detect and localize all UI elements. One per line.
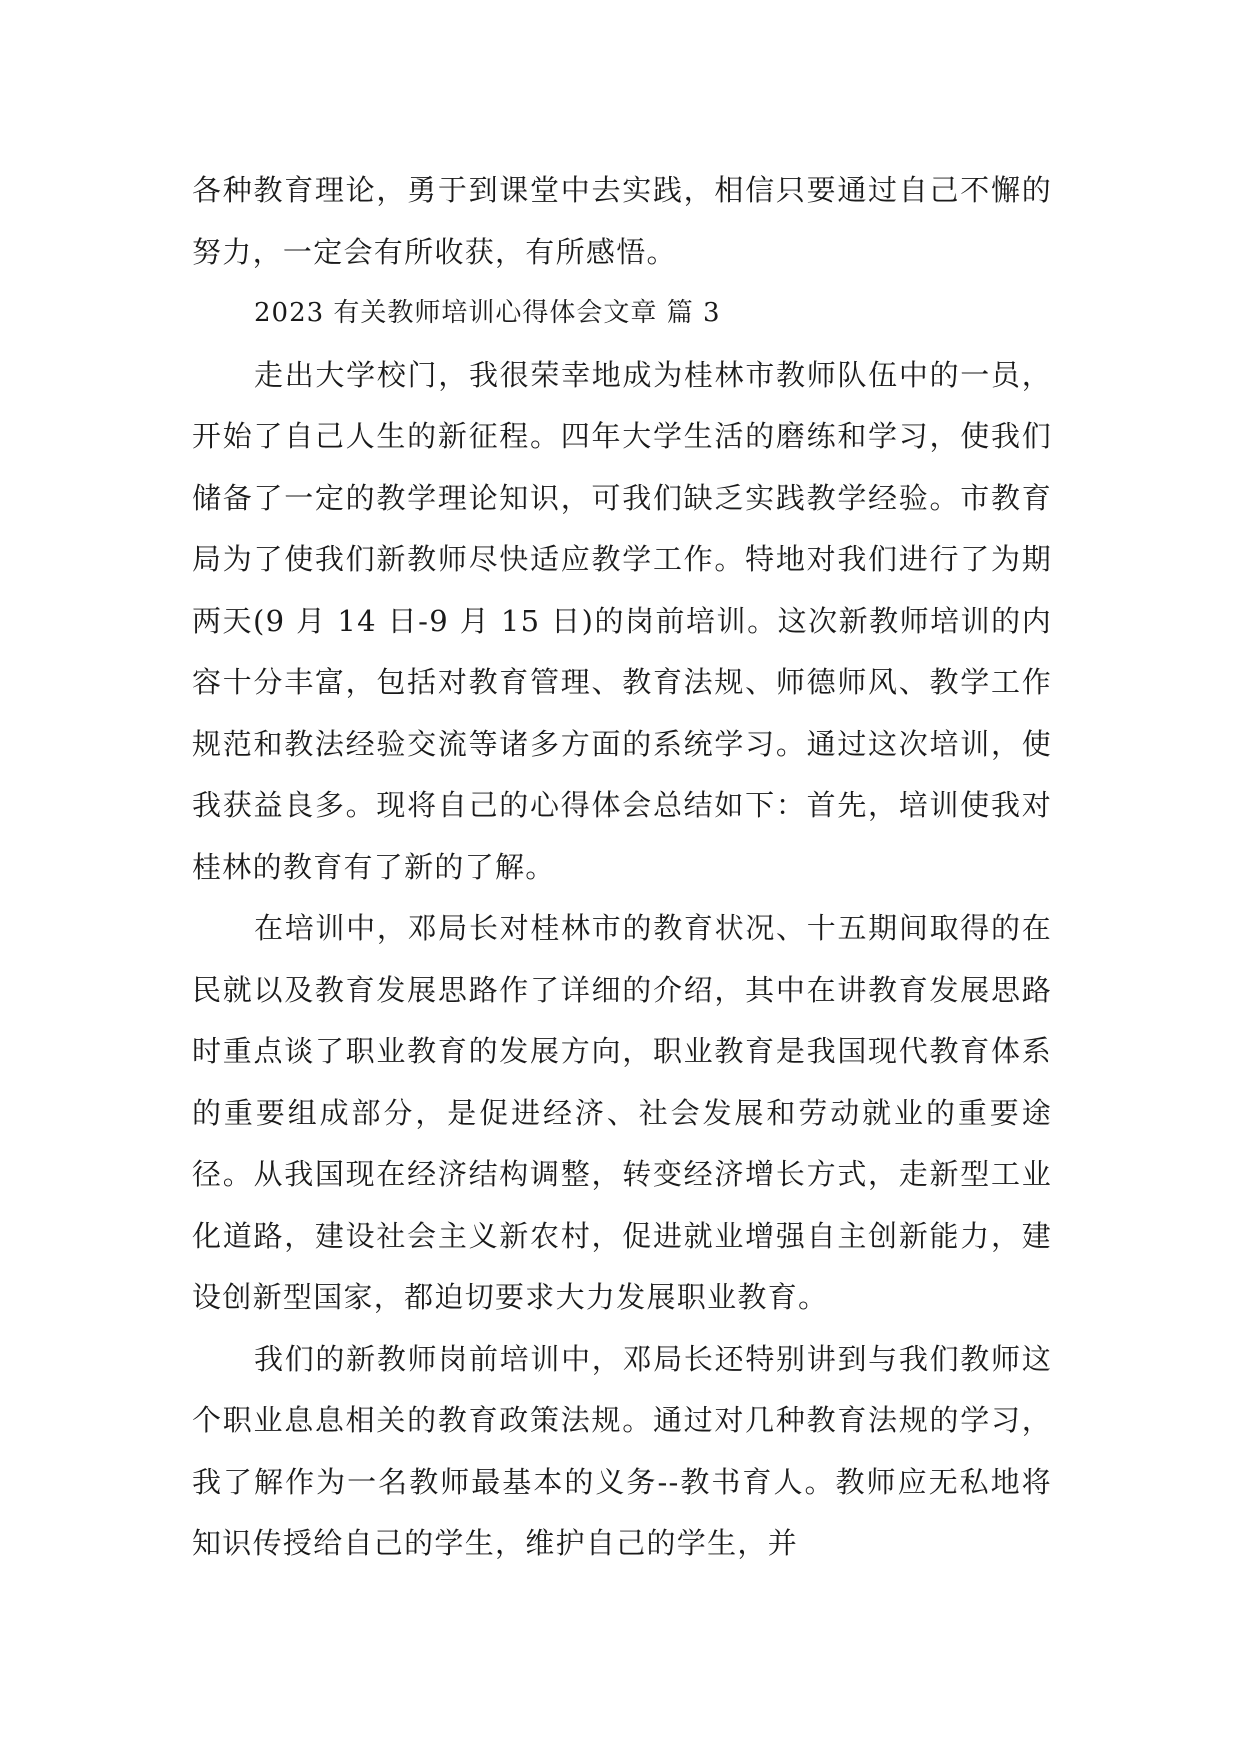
paragraph-education-status: 在培训中，邓局长对桂林市的教育状况、十五期间取得的在民就以及教育发展思路作了详细的介绍，其中在讲教育发展思路时重点谈了职业教育的发展方向，职业教育是我国现代教育体系的重要组成部分，是促进经济、社会发展和劳动就业的重要途径。从我国现在经济结构调整，转变经济增长方式，走新型工业化道路，建设社会主义新农村，促进就业增强自主创新能力，建设创新型国家，都迫切要求大力发展职业教育。 xyxy=(192,911,1052,1314)
section-heading: 2023 有关教师培训心得体会文章 篇 3 xyxy=(254,298,721,328)
article-body xyxy=(192,160,1052,1575)
paragraph-continued: 各种教育理论，勇于到课堂中去实践，相信只要通过自己不懈的努力，一定会有所收获，有所感悟。 xyxy=(192,173,1052,269)
paragraph-policy-law: 我们的新教师岗前培训中，邓局长还特别讲到与我们教师这个职业息息相关的教育政策法规。通过对几种教育法规的学习，我了解作为一名教师最基本的义务--教书育人。教师应无私地将知识传授给自己的学生，维护自己的学生，并 xyxy=(192,1341,1052,1560)
paragraph-intro: 走出大学校门，我很荣幸地成为桂林市教师队伍中的一员，开始了自己人生的新征程。四年大学生活的磨练和学习，使我们储备了一定的教学理论知识，可我们缺乏实践教学经验。市教育局为了使我们新教师尽快适应教学工作。特地对我们进行了为期两天(9 月 14 日-9 月 15 日)的岗前培训。这次新教师培训的内容十分丰富，包括对教育管理、教育法规、师德师风、教学工作规范和教法经验交流等诸多方面的系统学习。通过这次培训，使我获益良多。现将自己的心得体会总结如下：首先，培训使我对桂林的教育有了新的了解。 xyxy=(192,357,1052,884)
